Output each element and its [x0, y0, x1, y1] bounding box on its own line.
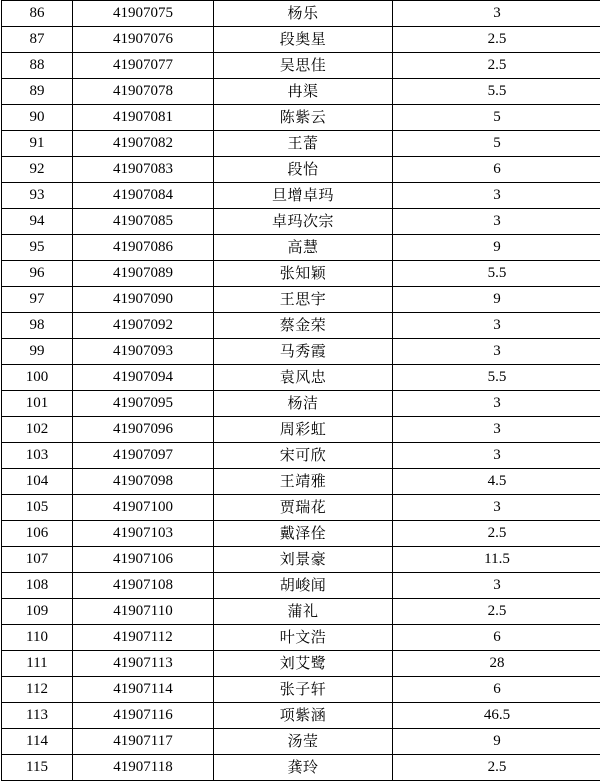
cell-name: 汤莹: [214, 729, 393, 755]
cell-value: 4.5: [393, 469, 600, 495]
cell-id: 41907097: [73, 443, 214, 469]
table-body: [2, 1, 600, 781]
cell-id: 41907078: [73, 79, 214, 105]
cell-name: 段奥星: [214, 27, 393, 53]
table-row: [2, 469, 600, 495]
table-row: [2, 53, 600, 79]
cell-value: 5.5: [393, 261, 600, 287]
table-row: [2, 547, 600, 573]
cell-name: 张知颖: [214, 261, 393, 287]
cell-index: 98: [2, 313, 73, 339]
table-row: [2, 443, 600, 469]
table-row: [2, 651, 600, 677]
cell-id: 41907076: [73, 27, 214, 53]
cell-value: 2.5: [393, 599, 600, 625]
cell-id: 41907094: [73, 365, 214, 391]
cell-id: 41907082: [73, 131, 214, 157]
cell-id: 41907100: [73, 495, 214, 521]
cell-index: 108: [2, 573, 73, 599]
cell-value: 9: [393, 729, 600, 755]
cell-name: 旦增卓玛: [214, 183, 393, 209]
cell-id: 41907116: [73, 703, 214, 729]
cell-value: 28: [393, 651, 600, 677]
cell-value: 3: [393, 417, 600, 443]
cell-index: 94: [2, 209, 73, 235]
cell-name: 王思宇: [214, 287, 393, 313]
table-row: [2, 625, 600, 651]
table-row: [2, 261, 600, 287]
cell-value: 6: [393, 677, 600, 703]
cell-name: 张子轩: [214, 677, 393, 703]
cell-value: 9: [393, 235, 600, 261]
cell-index: 115: [2, 755, 73, 781]
cell-index: 103: [2, 443, 73, 469]
cell-index: 114: [2, 729, 73, 755]
cell-name: 卓玛次宗: [214, 209, 393, 235]
cell-index: 89: [2, 79, 73, 105]
table-row: [2, 521, 600, 547]
table-row: [2, 105, 600, 131]
cell-value: 3: [393, 495, 600, 521]
cell-name: 袁风忠: [214, 365, 393, 391]
cell-id: 41907098: [73, 469, 214, 495]
cell-value: 3: [393, 339, 600, 365]
cell-id: 41907086: [73, 235, 214, 261]
cell-id: 41907090: [73, 287, 214, 313]
cell-index: 99: [2, 339, 73, 365]
cell-value: 9: [393, 287, 600, 313]
cell-name: 杨乐: [214, 1, 393, 27]
cell-name: 周彩虹: [214, 417, 393, 443]
table-row: [2, 391, 600, 417]
cell-value: 3: [393, 573, 600, 599]
cell-id: 41907103: [73, 521, 214, 547]
cell-id: 41907118: [73, 755, 214, 781]
table-row: [2, 1, 600, 27]
cell-value: 3: [393, 391, 600, 417]
cell-name: 杨洁: [214, 391, 393, 417]
cell-index: 109: [2, 599, 73, 625]
cell-id: 41907112: [73, 625, 214, 651]
cell-index: 86: [2, 1, 73, 27]
cell-value: 2.5: [393, 521, 600, 547]
cell-value: 3: [393, 443, 600, 469]
cell-name: 吴思佳: [214, 53, 393, 79]
cell-name: 项紫涵: [214, 703, 393, 729]
cell-index: 90: [2, 105, 73, 131]
cell-value: 5.5: [393, 365, 600, 391]
cell-name: 蒲礼: [214, 599, 393, 625]
cell-index: 111: [2, 651, 73, 677]
cell-name: 王蕾: [214, 131, 393, 157]
table-row: [2, 209, 600, 235]
cell-value: 3: [393, 209, 600, 235]
cell-id: 41907110: [73, 599, 214, 625]
cell-value: 6: [393, 157, 600, 183]
cell-index: 91: [2, 131, 73, 157]
cell-id: 41907108: [73, 573, 214, 599]
cell-index: 87: [2, 27, 73, 53]
cell-id: 41907077: [73, 53, 214, 79]
table-row: [2, 183, 600, 209]
cell-index: 112: [2, 677, 73, 703]
cell-index: 100: [2, 365, 73, 391]
cell-value: 2.5: [393, 27, 600, 53]
cell-name: 刘艾鹭: [214, 651, 393, 677]
cell-index: 104: [2, 469, 73, 495]
cell-index: 97: [2, 287, 73, 313]
cell-index: 107: [2, 547, 73, 573]
cell-index: 96: [2, 261, 73, 287]
table-row: [2, 339, 600, 365]
cell-id: 41907089: [73, 261, 214, 287]
cell-id: 41907095: [73, 391, 214, 417]
cell-value: 11.5: [393, 547, 600, 573]
cell-value: 3: [393, 1, 600, 27]
table-row: [2, 599, 600, 625]
cell-name: 戴泽佺: [214, 521, 393, 547]
cell-name: 高慧: [214, 235, 393, 261]
cell-index: 92: [2, 157, 73, 183]
cell-name: 蔡金荣: [214, 313, 393, 339]
cell-name: 胡峻闻: [214, 573, 393, 599]
cell-index: 95: [2, 235, 73, 261]
cell-name: 马秀霞: [214, 339, 393, 365]
cell-index: 93: [2, 183, 73, 209]
cell-id: 41907075: [73, 1, 214, 27]
cell-index: 113: [2, 703, 73, 729]
cell-id: 41907084: [73, 183, 214, 209]
cell-name: 叶文浩: [214, 625, 393, 651]
cell-value: 5.5: [393, 79, 600, 105]
cell-index: 102: [2, 417, 73, 443]
cell-id: 41907113: [73, 651, 214, 677]
cell-name: 冉渠: [214, 79, 393, 105]
cell-value: 6: [393, 625, 600, 651]
table-row: [2, 495, 600, 521]
table-row: [2, 79, 600, 105]
cell-value: 46.5: [393, 703, 600, 729]
table-row: [2, 365, 600, 391]
cell-index: 110: [2, 625, 73, 651]
table-row: [2, 131, 600, 157]
cell-index: 105: [2, 495, 73, 521]
cell-value: 3: [393, 313, 600, 339]
table-row: [2, 313, 600, 339]
cell-value: 5: [393, 131, 600, 157]
cell-id: 41907096: [73, 417, 214, 443]
cell-name: 宋可欣: [214, 443, 393, 469]
cell-index: 106: [2, 521, 73, 547]
table-row: [2, 677, 600, 703]
cell-id: 41907093: [73, 339, 214, 365]
cell-id: 41907083: [73, 157, 214, 183]
table-row: [2, 729, 600, 755]
table-row: [2, 703, 600, 729]
cell-name: 陈紫云: [214, 105, 393, 131]
student-score-table: [1, 0, 600, 781]
cell-name: 龚玲: [214, 755, 393, 781]
cell-value: 3: [393, 183, 600, 209]
table-row: [2, 287, 600, 313]
cell-id: 41907085: [73, 209, 214, 235]
cell-name: 段怡: [214, 157, 393, 183]
table-row: [2, 755, 600, 781]
cell-value: 5: [393, 105, 600, 131]
cell-name: 贾瑞花: [214, 495, 393, 521]
cell-name: 王靖雅: [214, 469, 393, 495]
table-row: [2, 235, 600, 261]
table-row: [2, 573, 600, 599]
cell-id: 41907081: [73, 105, 214, 131]
table-row: [2, 417, 600, 443]
cell-value: 2.5: [393, 53, 600, 79]
cell-index: 88: [2, 53, 73, 79]
cell-name: 刘景豪: [214, 547, 393, 573]
cell-id: 41907106: [73, 547, 214, 573]
cell-id: 41907117: [73, 729, 214, 755]
cell-id: 41907092: [73, 313, 214, 339]
cell-value: 2.5: [393, 755, 600, 781]
cell-id: 41907114: [73, 677, 214, 703]
table-row: [2, 27, 600, 53]
table-row: [2, 157, 600, 183]
cell-index: 101: [2, 391, 73, 417]
